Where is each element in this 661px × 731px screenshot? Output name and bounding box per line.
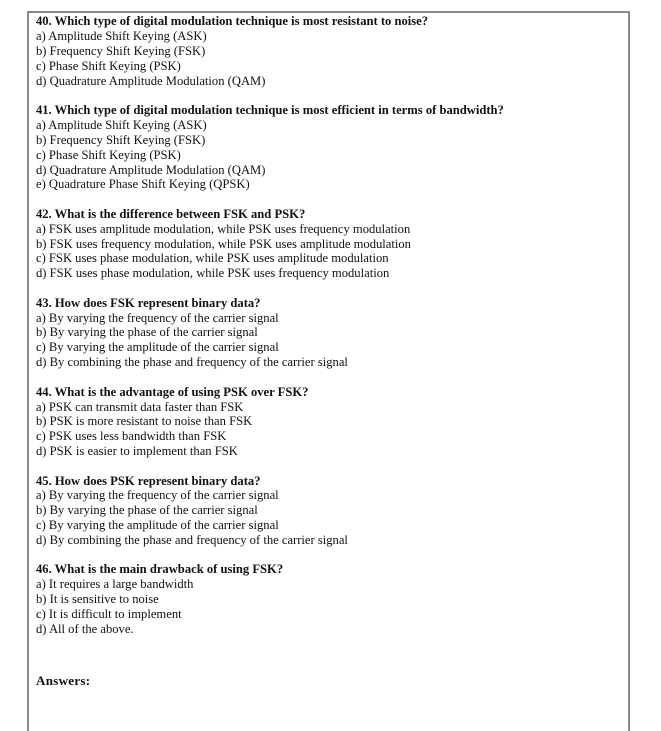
answer-option: b) By varying the phase of the carrier signal xyxy=(36,325,258,340)
answer-option: c) FSK uses phase modulation, while PSK uses amplitude modulation xyxy=(36,251,389,266)
answer-option: c) By varying the amplitude of the carrier signal xyxy=(36,518,279,533)
answer-option: c) By varying the amplitude of the carrier signal xyxy=(36,340,279,355)
answer-option: d) By combining the phase and frequency of the carrier signal xyxy=(36,355,348,370)
answer-option: c) Phase Shift Keying (PSK) xyxy=(36,147,181,162)
answer-option: a) PSK can transmit data faster than FSK xyxy=(36,399,244,414)
answer-option: b) PSK is more resistant to noise than FSK xyxy=(36,414,253,429)
question-title: 41. Which type of digital modulation technique is most efficient in terms of bandwidth? xyxy=(36,102,504,117)
answer-option: a) By varying the frequency of the carrier signal xyxy=(36,310,279,325)
question-block xyxy=(36,562,621,637)
question-title: 42. What is the difference between FSK and PSK? xyxy=(36,206,306,221)
question-block xyxy=(36,474,621,549)
answer-option: e) Quadrature Phase Shift Keying (QPSK) xyxy=(36,177,250,192)
answer-option: d) PSK is easier to implement than FSK xyxy=(36,444,238,459)
question-block xyxy=(36,103,621,192)
answer-option: c) Phase Shift Keying (PSK) xyxy=(36,58,181,73)
answer-option: b) It is sensitive to noise xyxy=(36,592,159,607)
question-block xyxy=(36,296,621,371)
answer-option: b) By varying the phase of the carrier signal xyxy=(36,503,258,518)
answer-option: d) Quadrature Amplitude Modulation (QAM) xyxy=(36,73,266,88)
question-title: 45. How does PSK represent binary data? xyxy=(36,473,261,488)
question-block xyxy=(36,385,621,460)
question-block xyxy=(36,207,621,282)
answer-option: d) By combining the phase and frequency of the carrier signal xyxy=(36,533,348,548)
answer-option: b) Frequency Shift Keying (FSK) xyxy=(36,43,206,58)
answers-heading: Answers: xyxy=(36,672,91,688)
answer-option: a) FSK uses amplitude modulation, while PSK uses frequency modulation xyxy=(36,221,411,236)
question-block xyxy=(36,14,621,89)
answer-option: c) It is difficult to implement xyxy=(36,607,182,622)
question-title: 40. Which type of digital modulation technique is most resistant to noise? xyxy=(36,14,429,28)
question-list xyxy=(36,14,621,688)
answer-option: b) FSK uses frequency modulation, while PSK uses amplitude modulation xyxy=(36,236,411,251)
question-title: 46. What is the main drawback of using FSK? xyxy=(36,562,284,577)
question-title: 43. How does FSK represent binary data? xyxy=(36,295,261,310)
answer-option: b) Frequency Shift Keying (FSK) xyxy=(36,132,206,147)
answer-option: d) All of the above. xyxy=(36,622,134,637)
question-title: 44. What is the advantage of using PSK over FSK? xyxy=(36,384,309,399)
answer-option: a) By varying the frequency of the carrier signal xyxy=(36,488,279,503)
answer-option: a) It requires a large bandwidth xyxy=(36,577,194,592)
answer-option: a) Amplitude Shift Keying (ASK) xyxy=(36,28,207,43)
answer-option: a) Amplitude Shift Keying (ASK) xyxy=(36,117,207,132)
answer-option: c) PSK uses less bandwidth than FSK xyxy=(36,429,227,444)
answer-option: d) Quadrature Amplitude Modulation (QAM) xyxy=(36,162,266,177)
answer-option: d) FSK uses phase modulation, while PSK uses frequency modulation xyxy=(36,266,390,281)
